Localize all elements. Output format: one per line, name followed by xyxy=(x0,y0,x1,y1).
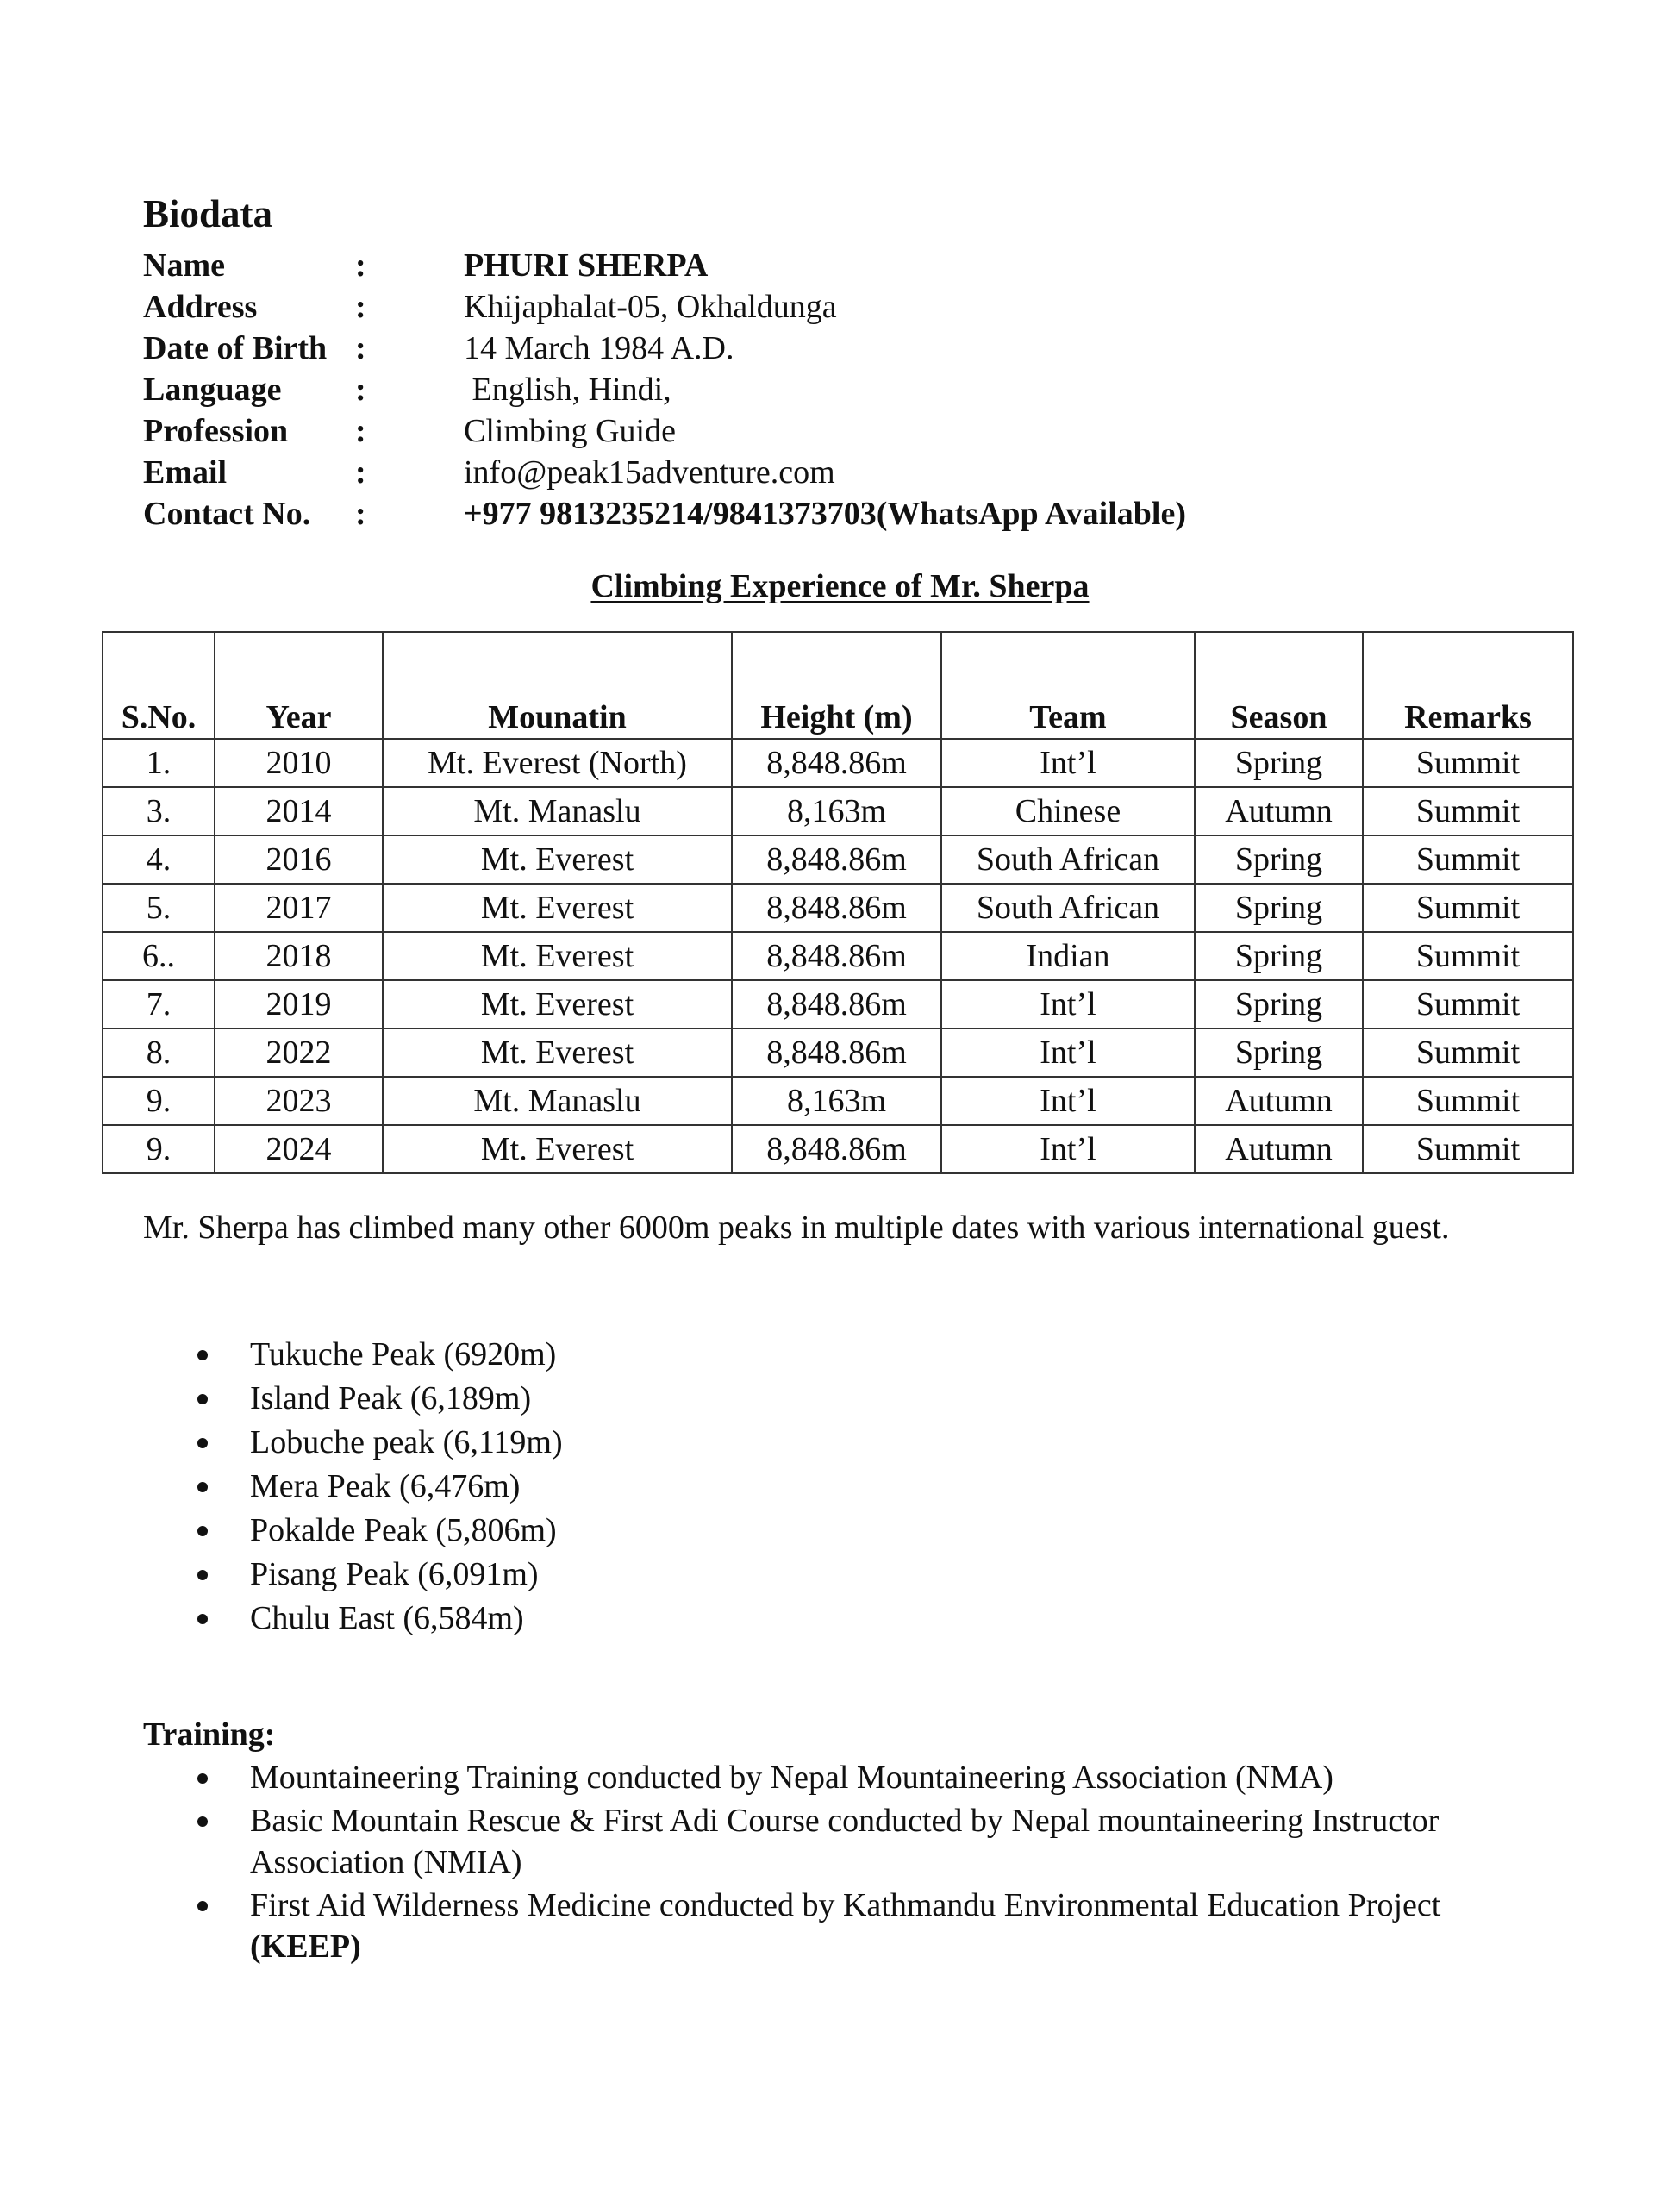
bio-value: info@peak15adventure.com xyxy=(464,454,835,491)
peak-text: Lobuche peak (6,119m) xyxy=(250,1424,563,1460)
list-item xyxy=(143,1757,1522,1798)
list-item xyxy=(143,1510,563,1554)
column-header: Year xyxy=(215,632,383,739)
column-header: Height (m) xyxy=(732,632,941,739)
table-cell: Int’l xyxy=(941,1077,1195,1125)
bio-colon: : xyxy=(355,413,366,449)
bio-label: Name xyxy=(143,247,225,284)
table-cell: Int’l xyxy=(941,739,1195,787)
table-cell: Summit xyxy=(1363,1125,1573,1173)
bio-label: Language xyxy=(143,372,282,408)
table-cell: Int’l xyxy=(941,980,1195,1028)
bio-colon: : xyxy=(355,372,366,408)
table-cell: 8,848.86m xyxy=(732,835,941,884)
peak-text: Tukuche Peak (6920m) xyxy=(250,1336,557,1372)
bio-label: Address xyxy=(143,289,258,325)
list-item xyxy=(143,1378,563,1422)
table-cell: 8,848.86m xyxy=(732,980,941,1028)
table-cell: South African xyxy=(941,884,1195,932)
bullet-icon xyxy=(197,1482,208,1492)
training-text: Basic Mountain Rescue & First Adi Course conducted by Nepal mountaineering Instructor Association (NMIA) xyxy=(250,1803,1440,1880)
table-cell: Spring xyxy=(1195,884,1363,932)
table-cell: Spring xyxy=(1195,932,1363,980)
table-row xyxy=(103,1077,1573,1125)
table-cell: Spring xyxy=(1195,739,1363,787)
bullet-icon xyxy=(197,1773,208,1784)
biodata-heading: Biodata xyxy=(143,192,273,235)
table-cell: South African xyxy=(941,835,1195,884)
bio-row-language xyxy=(143,369,1608,410)
table-row xyxy=(103,835,1573,884)
table-cell: 8,848.86m xyxy=(732,932,941,980)
list-item xyxy=(143,1885,1522,1967)
table-row xyxy=(103,980,1573,1028)
table-cell: Autumn xyxy=(1195,1125,1363,1173)
bio-colon: : xyxy=(355,496,366,532)
training-text: First Aid Wilderness Medicine conducted by Kathmandu Environmental Education Project xyxy=(250,1887,1449,1923)
list-item xyxy=(143,1800,1522,1883)
bio-row-date-of-birth xyxy=(143,328,1608,369)
list-item xyxy=(143,1466,563,1510)
bio-row-contact xyxy=(143,493,1608,535)
table-cell: 2014 xyxy=(215,787,383,835)
table-cell: 2010 xyxy=(215,739,383,787)
table-cell: Spring xyxy=(1195,1028,1363,1077)
bullet-icon xyxy=(197,1570,208,1580)
table-cell: Summit xyxy=(1363,1028,1573,1077)
bio-value: Khijaphalat-05, Okhaldunga xyxy=(464,289,837,325)
table-cell: 2019 xyxy=(215,980,383,1028)
bio-value: +977 9813235214/9841373703(WhatsApp Available) xyxy=(464,496,1187,532)
bullet-icon xyxy=(197,1816,208,1827)
bio-label: Email xyxy=(143,454,228,491)
bio-colon: : xyxy=(355,330,366,366)
table-cell: Summit xyxy=(1363,835,1573,884)
bio-colon: : xyxy=(355,454,366,491)
table-cell: 2022 xyxy=(215,1028,383,1077)
table-row xyxy=(103,739,1573,787)
table-cell: 4. xyxy=(103,835,215,884)
peak-text: Pisang Peak (6,091m) xyxy=(250,1556,539,1592)
training-heading: Training: xyxy=(143,1716,276,1753)
table-row xyxy=(103,932,1573,980)
table-cell: Int’l xyxy=(941,1125,1195,1173)
bio-label: Contact No. xyxy=(143,496,311,532)
table-cell: Mt. Everest (North) xyxy=(383,739,732,787)
training-abbreviation: (KEEP) xyxy=(250,1929,361,1965)
table-row xyxy=(103,787,1573,835)
bullet-icon xyxy=(197,1526,208,1536)
table-cell: Autumn xyxy=(1195,787,1363,835)
bio-value: English, Hindi, xyxy=(464,372,671,408)
table-header-row xyxy=(103,632,1573,739)
table-cell: Mt. Everest xyxy=(383,932,732,980)
table-cell: Mt. Everest xyxy=(383,1125,732,1173)
table-row xyxy=(103,884,1573,932)
bullet-icon xyxy=(197,1438,208,1448)
table-cell: 7. xyxy=(103,980,215,1028)
bio-colon: : xyxy=(355,247,366,284)
training-list xyxy=(143,1757,1522,1969)
table-cell: 1. xyxy=(103,739,215,787)
peak-text: Chulu East (6,584m) xyxy=(250,1600,524,1636)
bio-value: Climbing Guide xyxy=(464,413,676,449)
bio-value: 14 March 1984 A.D. xyxy=(464,330,734,366)
bio-row-profession xyxy=(143,410,1608,452)
list-item xyxy=(143,1334,563,1378)
bio-row-address xyxy=(143,286,1608,328)
table-cell: Autumn xyxy=(1195,1077,1363,1125)
column-header: Season xyxy=(1195,632,1363,739)
list-item xyxy=(143,1422,563,1466)
column-header: Remarks xyxy=(1363,632,1573,739)
table-cell: 9. xyxy=(103,1077,215,1125)
column-header: Mounatin xyxy=(383,632,732,739)
table-cell: 6.. xyxy=(103,932,215,980)
bullet-icon xyxy=(197,1350,208,1360)
table-cell: 2016 xyxy=(215,835,383,884)
table-cell: 8,848.86m xyxy=(732,884,941,932)
table-cell: 8,848.86m xyxy=(732,1125,941,1173)
table-row xyxy=(103,1028,1573,1077)
table-cell: 2024 xyxy=(215,1125,383,1173)
table-cell: 2018 xyxy=(215,932,383,980)
peaks-list xyxy=(143,1334,563,1641)
table-cell: Summit xyxy=(1363,1077,1573,1125)
peak-text: Mera Peak (6,476m) xyxy=(250,1468,521,1504)
table-cell: Mt. Everest xyxy=(383,884,732,932)
bio-row-name xyxy=(143,245,1608,286)
table-cell: Chinese xyxy=(941,787,1195,835)
table-cell: Mt. Everest xyxy=(383,980,732,1028)
table-cell: Int’l xyxy=(941,1028,1195,1077)
table-cell: 8,163m xyxy=(732,787,941,835)
table-cell: 2017 xyxy=(215,884,383,932)
list-item xyxy=(143,1554,563,1597)
peak-text: Island Peak (6,189m) xyxy=(250,1380,532,1416)
table-cell: Spring xyxy=(1195,835,1363,884)
table-cell: Indian xyxy=(941,932,1195,980)
list-item xyxy=(143,1597,563,1641)
bio-row-email xyxy=(143,452,1608,493)
column-header: S.No. xyxy=(103,632,215,739)
table-cell: 8. xyxy=(103,1028,215,1077)
table-cell: Mt. Everest xyxy=(383,835,732,884)
peak-text: Pokalde Peak (5,806m) xyxy=(250,1512,557,1548)
table-cell: 9. xyxy=(103,1125,215,1173)
table-row xyxy=(103,1125,1573,1173)
table-cell: Summit xyxy=(1363,884,1573,932)
table-cell: Mt. Manaslu xyxy=(383,1077,732,1125)
other-peaks-paragraph: Mr. Sherpa has climbed many other 6000m peaks in multiple dates with various international guest. xyxy=(143,1210,1450,1246)
table-cell: Summit xyxy=(1363,787,1573,835)
table-cell: 8,848.86m xyxy=(732,739,941,787)
experience-title: Climbing Experience of Mr. Sherpa xyxy=(590,568,1090,604)
table-cell: Summit xyxy=(1363,980,1573,1028)
table-cell: 5. xyxy=(103,884,215,932)
table-cell: Mt. Manaslu xyxy=(383,787,732,835)
bullet-icon xyxy=(197,1614,208,1624)
bio-label: Profession xyxy=(143,413,289,449)
table-cell: Mt. Everest xyxy=(383,1028,732,1077)
table-cell: Summit xyxy=(1363,932,1573,980)
table-cell: 2023 xyxy=(215,1077,383,1125)
bio-value: PHURI SHERPA xyxy=(464,247,709,284)
table-cell: 8,163m xyxy=(732,1077,941,1125)
column-header: Team xyxy=(941,632,1195,739)
table-cell: 3. xyxy=(103,787,215,835)
table-cell: 8,848.86m xyxy=(732,1028,941,1077)
table-cell: Summit xyxy=(1363,739,1573,787)
bullet-icon xyxy=(197,1901,208,1911)
table-cell: Spring xyxy=(1195,980,1363,1028)
bullet-icon xyxy=(197,1394,208,1404)
training-text: Mountaineering Training conducted by Nepal Mountaineering Association (NMA) xyxy=(250,1760,1333,1796)
experience-table xyxy=(102,631,1574,1174)
bio-label: Date of Birth xyxy=(143,330,328,366)
bio-colon: : xyxy=(355,289,366,325)
